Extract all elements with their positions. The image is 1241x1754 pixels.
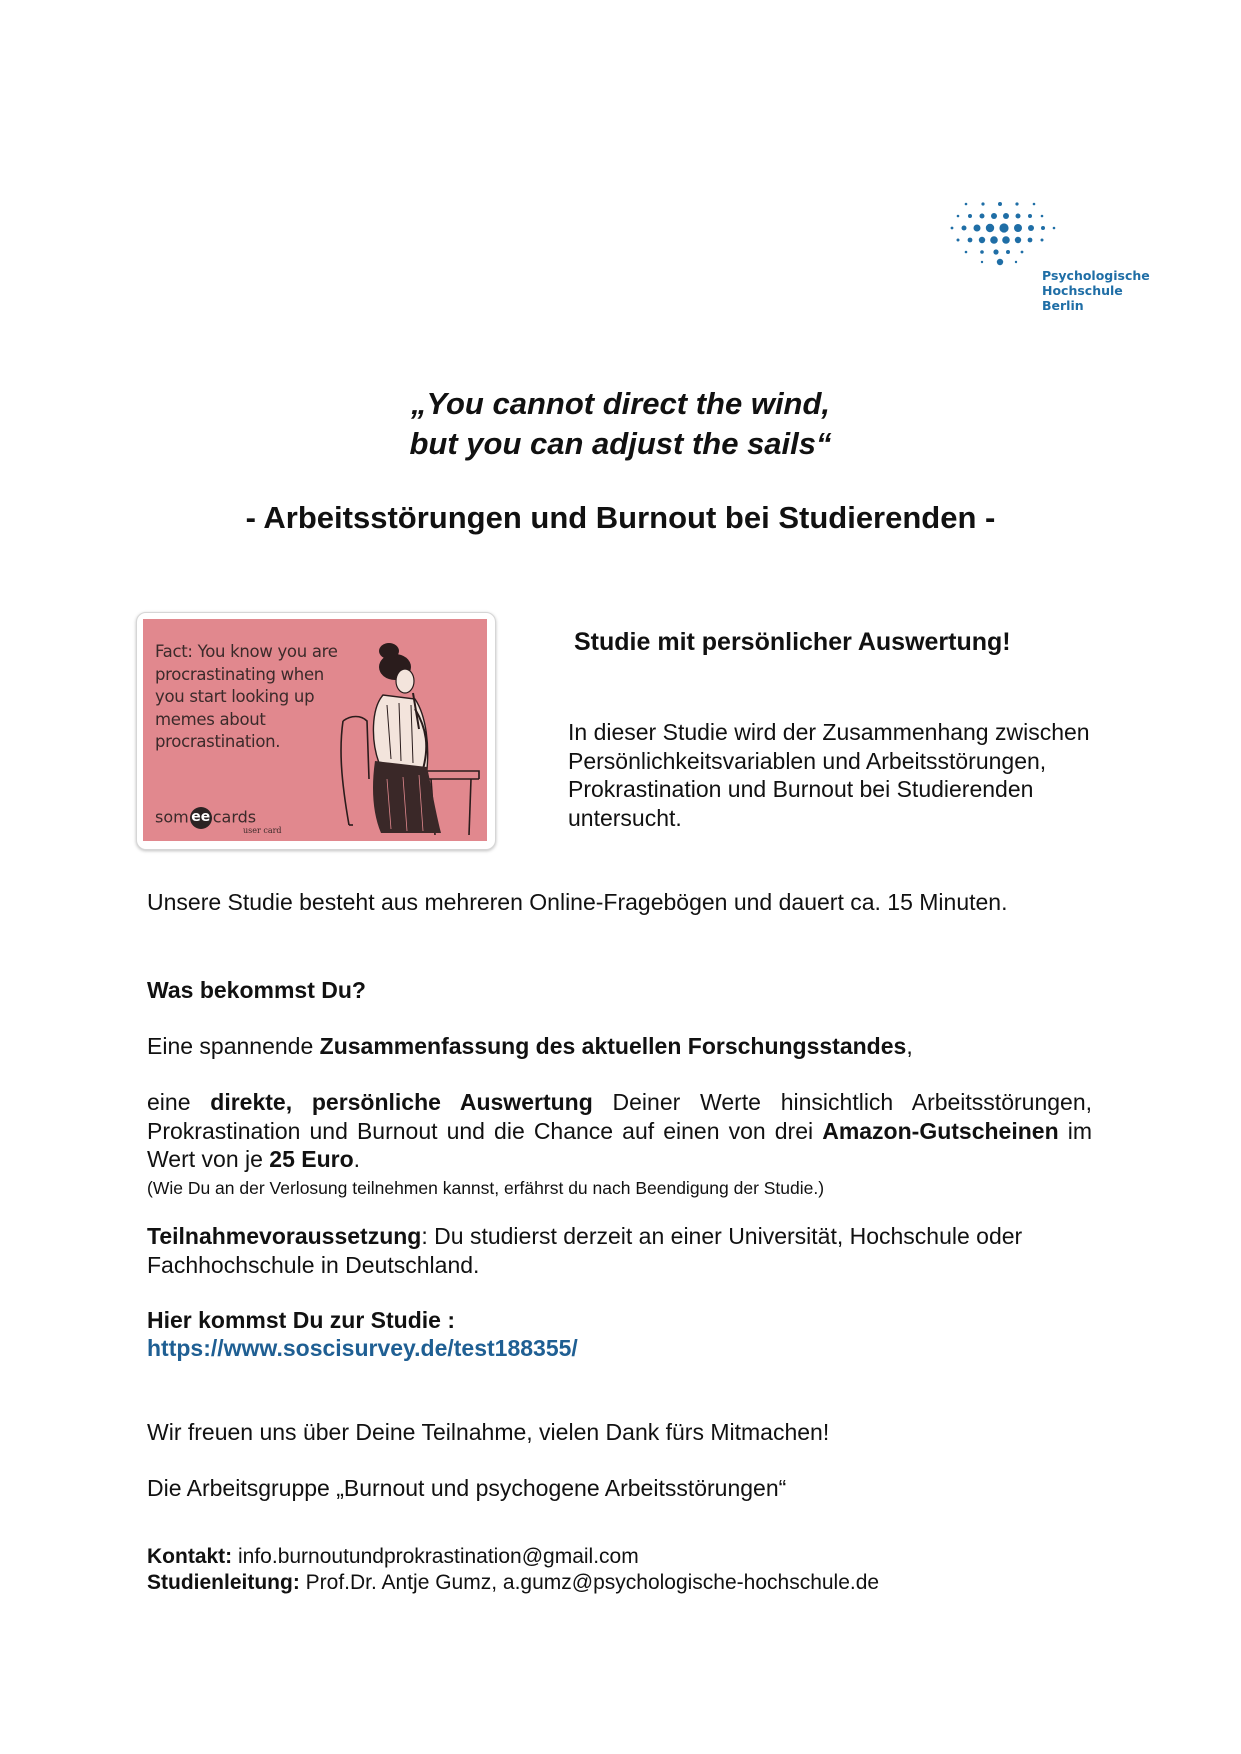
ecard-caption: Fact: You know you are procrastinating when you start looking up memes about procrastination.: [155, 642, 338, 751]
benefits-paragraph-2: eine direkte, persönliche Auswertung Deiner Werte hinsichtlich Arbeitsstörungen, Prokrastination und Burnout und die Chance auf einen von drei Amazon-Gutscheinen im Wert von je 25 Euro.: [147, 1089, 1092, 1172]
requirement-paragraph: Teilnahmevoraussetzung: Du studierst derzeit an einer Universität, Hochschule oder Fachhochschule in Deutschland.: [147, 1223, 1023, 1278]
logo-line-2: Hochschule Berlin: [1042, 283, 1123, 313]
woman-at-desk-illustration-icon: [331, 629, 481, 837]
ecard-brand-sub: user card: [243, 826, 282, 835]
study-title: Studie mit persönlicher Auswertung!: [574, 628, 1011, 656]
study-lead-line: Studienleitung: Prof.Dr. Antje Gumz, a.gumz@psychologische-hochschule.de: [147, 1571, 880, 1594]
thanks-text: Wir freuen uns über Deine Teilnahme, vielen Dank fürs Mitmachen!: [147, 1419, 830, 1445]
quote-line-1: „You cannot direct the wind,: [410, 386, 831, 421]
link-label: Hier kommst Du zur Studie :: [147, 1307, 455, 1333]
benefits-paragraph-1: Eine spannende Zusammenfassung des aktuellen Forschungsstandes,: [147, 1033, 913, 1059]
study-intro: In dieser Studie wird der Zusammenhang zwischen Persönlichkeitsvariablen und Arbeitsstörungen, Prokrastination und Burnout bei Studierenden untersucht.: [568, 719, 1090, 831]
meme-ecard-image: [136, 612, 496, 850]
university-logo: [948, 200, 1163, 313]
logo-line-1: Psychologische: [1042, 268, 1150, 283]
raffle-note: (Wie Du an der Verlosung teilnehmen kannst, erfährst du nach Beendigung der Studie.): [147, 1178, 825, 1198]
duration-text: Unsere Studie besteht aus mehreren Online-Fragebögen und dauert ca. 15 Minuten.: [147, 889, 1008, 915]
quote-line-2: but you can adjust the sails“: [409, 426, 832, 461]
study-link[interactable]: https://www.soscisurvey.de/test188355/: [147, 1335, 578, 1361]
page-title: - Arbeitsstörungen und Burnout bei Studierenden -: [245, 500, 996, 535]
group-signature: Die Arbeitsgruppe „Burnout und psychogene Arbeitsstörungen“: [147, 1475, 787, 1501]
benefits-heading: Was bekommst Du?: [147, 977, 366, 1003]
ecard-brand: som ee cards: [155, 807, 256, 829]
contact-line: Kontakt: info.burnoutundprokrastination@gmail.com: [147, 1545, 639, 1568]
